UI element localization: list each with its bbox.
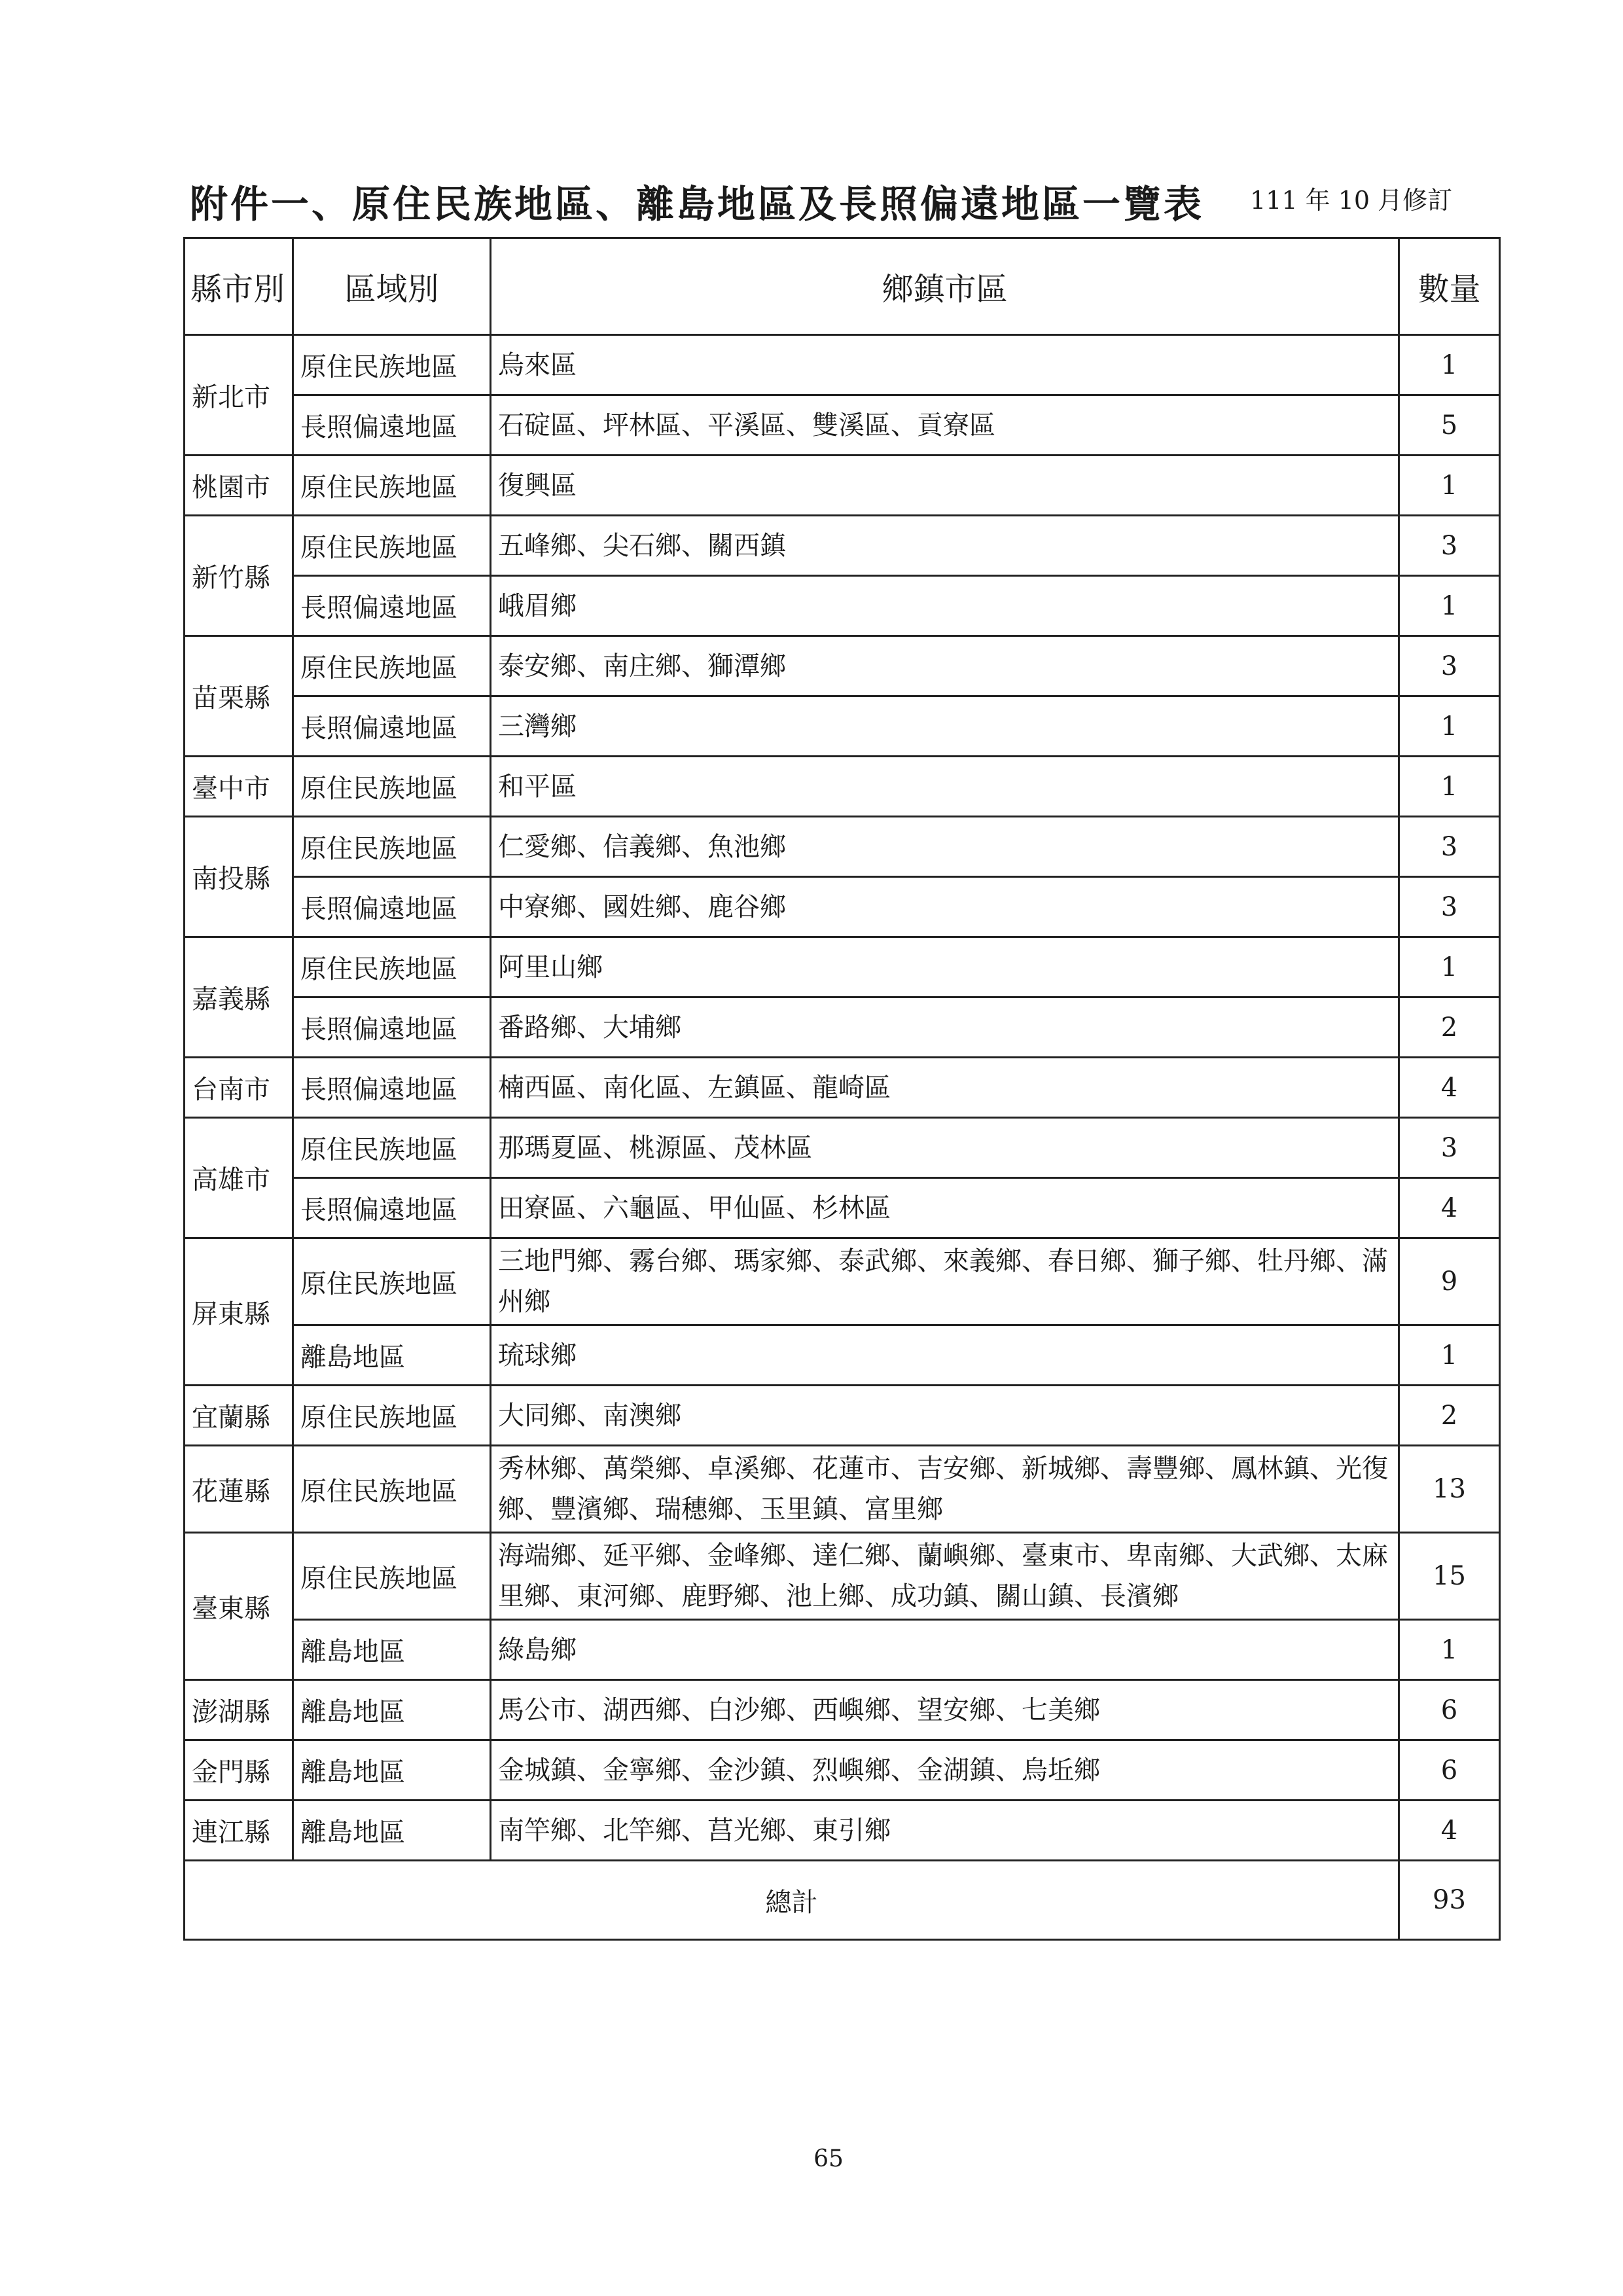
towns-cell: 復興區 [491, 456, 1399, 516]
count-cell: 1 [1399, 696, 1500, 757]
table-row [185, 1740, 1500, 1801]
count-cell: 1 [1399, 757, 1500, 817]
count-cell: 2 [1399, 997, 1500, 1058]
towns-cell: 田寮區、六龜區、甲仙區、杉林區 [491, 1178, 1399, 1238]
towns-cell: 烏來區 [491, 335, 1399, 395]
towns-cell: 石碇區、坪林區、平溪區、雙溪區、貢寮區 [491, 395, 1399, 456]
table-row [185, 877, 1500, 937]
table-row [185, 516, 1500, 576]
table-row [185, 395, 1500, 456]
area-type-cell: 原住民族地區 [293, 456, 491, 516]
towns-cell: 三地門鄉、霧台鄉、瑪家鄉、泰武鄉、來義鄉、春日鄉、獅子鄉、牡丹鄉、滿州鄉 [491, 1238, 1399, 1325]
table-row [185, 456, 1500, 516]
area-type-cell: 原住民族地區 [293, 1238, 491, 1325]
table-row [185, 997, 1500, 1058]
header-count: 數量 [1399, 238, 1500, 335]
area-type-cell: 長照偏遠地區 [293, 1178, 491, 1238]
towns-cell: 番路鄉、大埔鄉 [491, 997, 1399, 1058]
header-area-type: 區域別 [293, 238, 491, 335]
count-cell: 6 [1399, 1740, 1500, 1801]
towns-cell: 綠島鄉 [491, 1620, 1399, 1680]
county-cell: 南投縣 [185, 817, 293, 937]
area-type-cell: 原住民族地區 [293, 335, 491, 395]
count-cell: 4 [1399, 1801, 1500, 1861]
count-cell: 6 [1399, 1680, 1500, 1740]
table-row [185, 1118, 1500, 1178]
area-type-cell: 離島地區 [293, 1801, 491, 1861]
table-row [185, 937, 1500, 997]
towns-cell: 仁愛鄉、信義鄉、魚池鄉 [491, 817, 1399, 877]
area-type-cell: 原住民族地區 [293, 1533, 491, 1620]
towns-cell: 那瑪夏區、桃源區、茂林區 [491, 1118, 1399, 1178]
county-cell: 嘉義縣 [185, 937, 293, 1058]
count-cell: 1 [1399, 576, 1500, 636]
county-cell: 連江縣 [185, 1801, 293, 1861]
area-type-cell: 原住民族地區 [293, 817, 491, 877]
count-cell: 15 [1399, 1533, 1500, 1620]
count-cell: 4 [1399, 1178, 1500, 1238]
county-cell: 金門縣 [185, 1740, 293, 1801]
area-type-cell: 原住民族地區 [293, 1118, 491, 1178]
area-type-cell: 離島地區 [293, 1620, 491, 1680]
table-row [185, 757, 1500, 817]
county-cell: 苗栗縣 [185, 636, 293, 757]
table-row [185, 1680, 1500, 1740]
table-row [185, 1533, 1500, 1620]
count-cell: 1 [1399, 335, 1500, 395]
total-label: 總計 [185, 1861, 1399, 1940]
county-cell: 花蓮縣 [185, 1446, 293, 1533]
count-cell: 1 [1399, 456, 1500, 516]
towns-cell: 秀林鄉、萬榮鄉、卓溪鄉、花蓮市、吉安鄉、新城鄉、壽豐鄉、鳳林鎮、光復鄉、豐濱鄉、瑞穗鄉、玉里鎮、富里鄉 [491, 1446, 1399, 1533]
towns-cell: 金城鎮、金寧鄉、金沙鎮、烈嶼鄉、金湖鎮、烏坵鄉 [491, 1740, 1399, 1801]
towns-cell: 泰安鄉、南庄鄉、獅潭鄉 [491, 636, 1399, 696]
count-cell: 1 [1399, 1325, 1500, 1386]
area-type-cell: 長照偏遠地區 [293, 997, 491, 1058]
count-cell: 3 [1399, 877, 1500, 937]
table-row [185, 1058, 1500, 1118]
area-type-cell: 原住民族地區 [293, 1446, 491, 1533]
count-cell: 1 [1399, 1620, 1500, 1680]
area-type-cell: 原住民族地區 [293, 1386, 491, 1446]
table-row [185, 817, 1500, 877]
total-row [185, 1861, 1500, 1940]
total-count: 93 [1399, 1861, 1500, 1940]
table-row [185, 1325, 1500, 1386]
area-type-cell: 長照偏遠地區 [293, 395, 491, 456]
towns-cell: 海端鄉、延平鄉、金峰鄉、達仁鄉、蘭嶼鄉、臺東市、卑南鄉、大武鄉、太麻里鄉、東河鄉、鹿野鄉、池上鄉、成功鎮、關山鎮、長濱鄉 [491, 1533, 1399, 1620]
table-header-row [185, 238, 1500, 335]
county-cell: 宜蘭縣 [185, 1386, 293, 1446]
table-row [185, 1178, 1500, 1238]
table-row [185, 1386, 1500, 1446]
header-towns: 鄉鎮市區 [491, 238, 1399, 335]
area-list-table [183, 237, 1501, 1941]
towns-cell: 中寮鄉、國姓鄉、鹿谷鄉 [491, 877, 1399, 937]
towns-cell: 楠西區、南化區、左鎮區、龍崎區 [491, 1058, 1399, 1118]
county-cell: 台南市 [185, 1058, 293, 1118]
towns-cell: 峨眉鄉 [491, 576, 1399, 636]
count-cell: 3 [1399, 636, 1500, 696]
towns-cell: 三灣鄉 [491, 696, 1399, 757]
area-type-cell: 原住民族地區 [293, 757, 491, 817]
towns-cell: 南竿鄉、北竿鄉、莒光鄉、東引鄉 [491, 1801, 1399, 1861]
header-county: 縣市別 [185, 238, 293, 335]
county-cell: 新竹縣 [185, 516, 293, 636]
area-type-cell: 長照偏遠地區 [293, 1058, 491, 1118]
table-row [185, 576, 1500, 636]
count-cell: 13 [1399, 1446, 1500, 1533]
table-row [185, 1801, 1500, 1861]
area-type-cell: 長照偏遠地區 [293, 576, 491, 636]
county-cell: 高雄市 [185, 1118, 293, 1238]
table-row [185, 1620, 1500, 1680]
towns-cell: 琉球鄉 [491, 1325, 1399, 1386]
count-cell: 3 [1399, 817, 1500, 877]
revision-date: 111 年 10 月修訂 [1250, 186, 1453, 215]
count-cell: 3 [1399, 516, 1500, 576]
count-cell: 2 [1399, 1386, 1500, 1446]
table-row [185, 1446, 1500, 1533]
area-type-cell: 離島地區 [293, 1740, 491, 1801]
table-row [185, 696, 1500, 757]
document-title: 附件一、原住民族地區、離島地區及長照偏遠地區一覽表 [190, 182, 1205, 226]
area-type-cell: 離島地區 [293, 1325, 491, 1386]
area-type-cell: 原住民族地區 [293, 937, 491, 997]
count-cell: 3 [1399, 1118, 1500, 1178]
area-type-cell: 長照偏遠地區 [293, 696, 491, 757]
county-cell: 新北市 [185, 335, 293, 456]
county-cell: 臺中市 [185, 757, 293, 817]
table-row [185, 636, 1500, 696]
county-cell: 臺東縣 [185, 1533, 293, 1680]
area-type-cell: 原住民族地區 [293, 516, 491, 576]
area-type-cell: 長照偏遠地區 [293, 877, 491, 937]
page-number: 65 [813, 2145, 844, 2172]
towns-cell: 五峰鄉、尖石鄉、關西鎮 [491, 516, 1399, 576]
towns-cell: 和平區 [491, 757, 1399, 817]
table-row [185, 335, 1500, 395]
towns-cell: 馬公市、湖西鄉、白沙鄉、西嶼鄉、望安鄉、七美鄉 [491, 1680, 1399, 1740]
count-cell: 1 [1399, 937, 1500, 997]
area-type-cell: 原住民族地區 [293, 636, 491, 696]
count-cell: 5 [1399, 395, 1500, 456]
towns-cell: 阿里山鄉 [491, 937, 1399, 997]
county-cell: 桃園市 [185, 456, 293, 516]
county-cell: 澎湖縣 [185, 1680, 293, 1740]
count-cell: 4 [1399, 1058, 1500, 1118]
count-cell: 9 [1399, 1238, 1500, 1325]
table-row [185, 1238, 1500, 1325]
county-cell: 屏東縣 [185, 1238, 293, 1386]
area-type-cell: 離島地區 [293, 1680, 491, 1740]
title-row [190, 167, 1479, 239]
towns-cell: 大同鄉、南澳鄉 [491, 1386, 1399, 1446]
